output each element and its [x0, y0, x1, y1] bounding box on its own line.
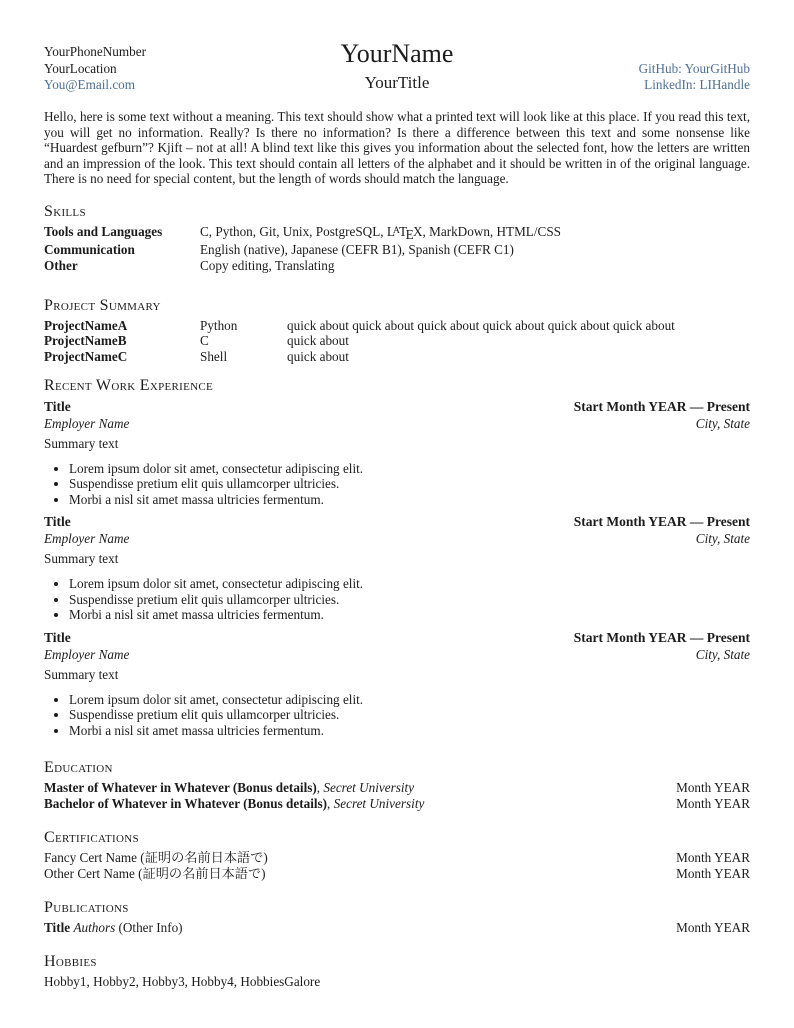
job-summary: Summary text [44, 435, 119, 451]
project-name: ProjectNameA [44, 317, 128, 333]
job-bullet-list [44, 576, 750, 623]
publication-info: (Other Info) [118, 920, 183, 936]
skill-label: Communication [44, 242, 135, 258]
contact-right [545, 61, 750, 94]
certification-date: Month YEAR [676, 866, 750, 882]
job-dates: Start Month YEAR — Present [573, 514, 750, 530]
contact-left [44, 44, 249, 94]
hobbies-heading: Hobbies [44, 953, 97, 971]
project-about: quick about quick about quick about quick about quick about quick about [287, 317, 675, 333]
skill-label: Tools and Languages [44, 223, 163, 239]
section-education [44, 759, 750, 812]
page-title-name: YourName [340, 39, 454, 68]
job-bullet-list [44, 692, 750, 739]
separator: , [327, 796, 334, 812]
skills-row [44, 224, 750, 242]
job-summary: Summary text [44, 666, 119, 682]
bullet-item: • Lorem ipsum dolor sit amet, consectetur adipiscing elit. [69, 461, 750, 477]
project-language: Shell [200, 349, 228, 365]
skills-row [44, 242, 750, 258]
bullet-item: • Morbi a nisl sit amet massa ultricies fermentum. [69, 492, 750, 508]
bullet-item: • Morbi a nisl sit amet massa ultricies fermentum. [69, 723, 750, 739]
publication-row [44, 920, 750, 936]
education-row [44, 796, 750, 812]
github-link[interactable]: GitHub: YourGitHub [638, 60, 750, 76]
school: Secret University [323, 780, 415, 796]
section-skills [44, 203, 750, 274]
bullet-item: • Morbi a nisl sit amet massa ultricies fermentum. [69, 607, 750, 623]
job-employer-row [44, 415, 750, 432]
publication-title: Title [44, 920, 71, 936]
certification-row [44, 866, 750, 882]
job-title: Title [44, 629, 71, 645]
bullet-item: • Lorem ipsum dolor sit amet, consectetur adipiscing elit. [69, 692, 750, 708]
job-location: City, State [695, 415, 750, 431]
project-language: C [200, 333, 209, 349]
degree: Master of Whatever in Whatever (Bonus details) [44, 780, 317, 796]
skill-label: Other [44, 258, 78, 273]
publications-heading: Publications [44, 899, 129, 917]
bullet-item: • Suspendisse pretium elit quis ullamcorper ultricies. [69, 476, 750, 492]
skill-value: Copy editing, Translating [200, 258, 335, 273]
publication-authors: Authors [73, 920, 116, 936]
job-employer: Employer Name [44, 531, 130, 547]
job-employer: Employer Name [44, 646, 130, 662]
certifications-heading: Certifications [44, 829, 139, 847]
bullet-item: • Lorem ipsum dolor sit amet, consectetur adipiscing elit. [69, 576, 750, 592]
job-entry [44, 629, 750, 739]
linkedin-link[interactable]: LinkedIn: LIHandle [644, 77, 750, 93]
email-link[interactable]: You@Email.com [44, 77, 136, 93]
bullet-item: • Suspendisse pretium elit quis ullamcorper ultricies. [69, 592, 750, 608]
job-summary: Summary text [44, 551, 119, 567]
degree: Bachelor of Whatever in Whatever (Bonus details) [44, 796, 328, 812]
header-center [249, 38, 545, 94]
job-entry [44, 513, 750, 623]
education-date: Month YEAR [676, 796, 750, 812]
skill-value: C, Python, Git, Unix, PostgreSQL, $L^ATEX$, MarkDown, HTML/CSS [200, 223, 561, 242]
section-projects [44, 297, 750, 365]
skills-row [44, 258, 750, 274]
project-row [44, 318, 750, 334]
page-subtitle: YourTitle [364, 73, 430, 92]
project-name: ProjectNameB [44, 333, 127, 349]
hobbies-list: Hobby1, Hobby2, Hobby3, Hobby4, HobbiesGalore [44, 974, 321, 990]
project-name: ProjectNameC [44, 349, 128, 365]
section-certifications [44, 829, 750, 882]
job-title-row [44, 513, 750, 530]
certification-name: Fancy Cert Name (証明の名前日本語で) [44, 850, 268, 866]
section-publications [44, 899, 750, 936]
job-bullet-list [44, 461, 750, 508]
project-language: Python [200, 317, 238, 333]
project-row [44, 333, 750, 349]
job-employer: Employer Name [44, 415, 130, 431]
header [44, 38, 750, 94]
certification-name: Other Cert Name (証明の名前日本語で) [44, 866, 266, 882]
job-title: Title [44, 398, 71, 414]
job-employer-row [44, 530, 750, 547]
certification-row [44, 850, 750, 866]
job-location: City, State [695, 531, 750, 547]
bullet-item: • Suspendisse pretium elit quis ullamcorper ultricies. [69, 707, 750, 723]
skills-heading: Skills [44, 202, 86, 220]
location: YourLocation [44, 60, 117, 76]
project-about: quick about [287, 333, 349, 349]
publication-date: Month YEAR [676, 920, 750, 936]
separator: , [316, 780, 324, 796]
job-dates: Start Month YEAR — Present [573, 629, 750, 645]
latex-logo: $L^ATEX$ [386, 223, 423, 242]
job-location: City, State [695, 646, 750, 662]
section-hobbies [44, 953, 750, 990]
section-experience [44, 377, 750, 739]
experience-heading: Recent Work Experience [44, 376, 214, 394]
education-date: Month YEAR [676, 780, 750, 796]
job-title-row [44, 398, 750, 415]
job-entry [44, 398, 750, 508]
job-title-row [44, 629, 750, 646]
intro-paragraph: Hello, here is some text without a meaning. This text should show what a printed text will look like at this place. If you read this text, you will get no information. Really? Is there no information? Is there a difference between this text and some nonsense like “Huardest gefburn”? Kjift – not at all! A blind text like this gives you information about the selected font, how the letters are written and an impression of the look. This text should contain all letters of the alphabet and it should be written in of the original language. There is no need for special content, but the length of words should match the language. [44, 109, 750, 187]
job-title: Title [44, 514, 71, 530]
job-employer-row [44, 646, 750, 663]
project-about: quick about [287, 349, 349, 365]
education-row [44, 780, 750, 796]
certification-date: Month YEAR [676, 850, 750, 866]
skill-value: English (native), Japanese (CEFR B1), Spanish (CEFR C1) [200, 242, 514, 258]
phone-number: YourPhoneNumber [44, 44, 146, 60]
project-row [44, 349, 750, 365]
school: Secret University [333, 796, 425, 812]
job-dates: Start Month YEAR — Present [573, 398, 750, 414]
education-heading: Education [44, 759, 113, 777]
projects-heading: Project Summary [44, 296, 161, 314]
